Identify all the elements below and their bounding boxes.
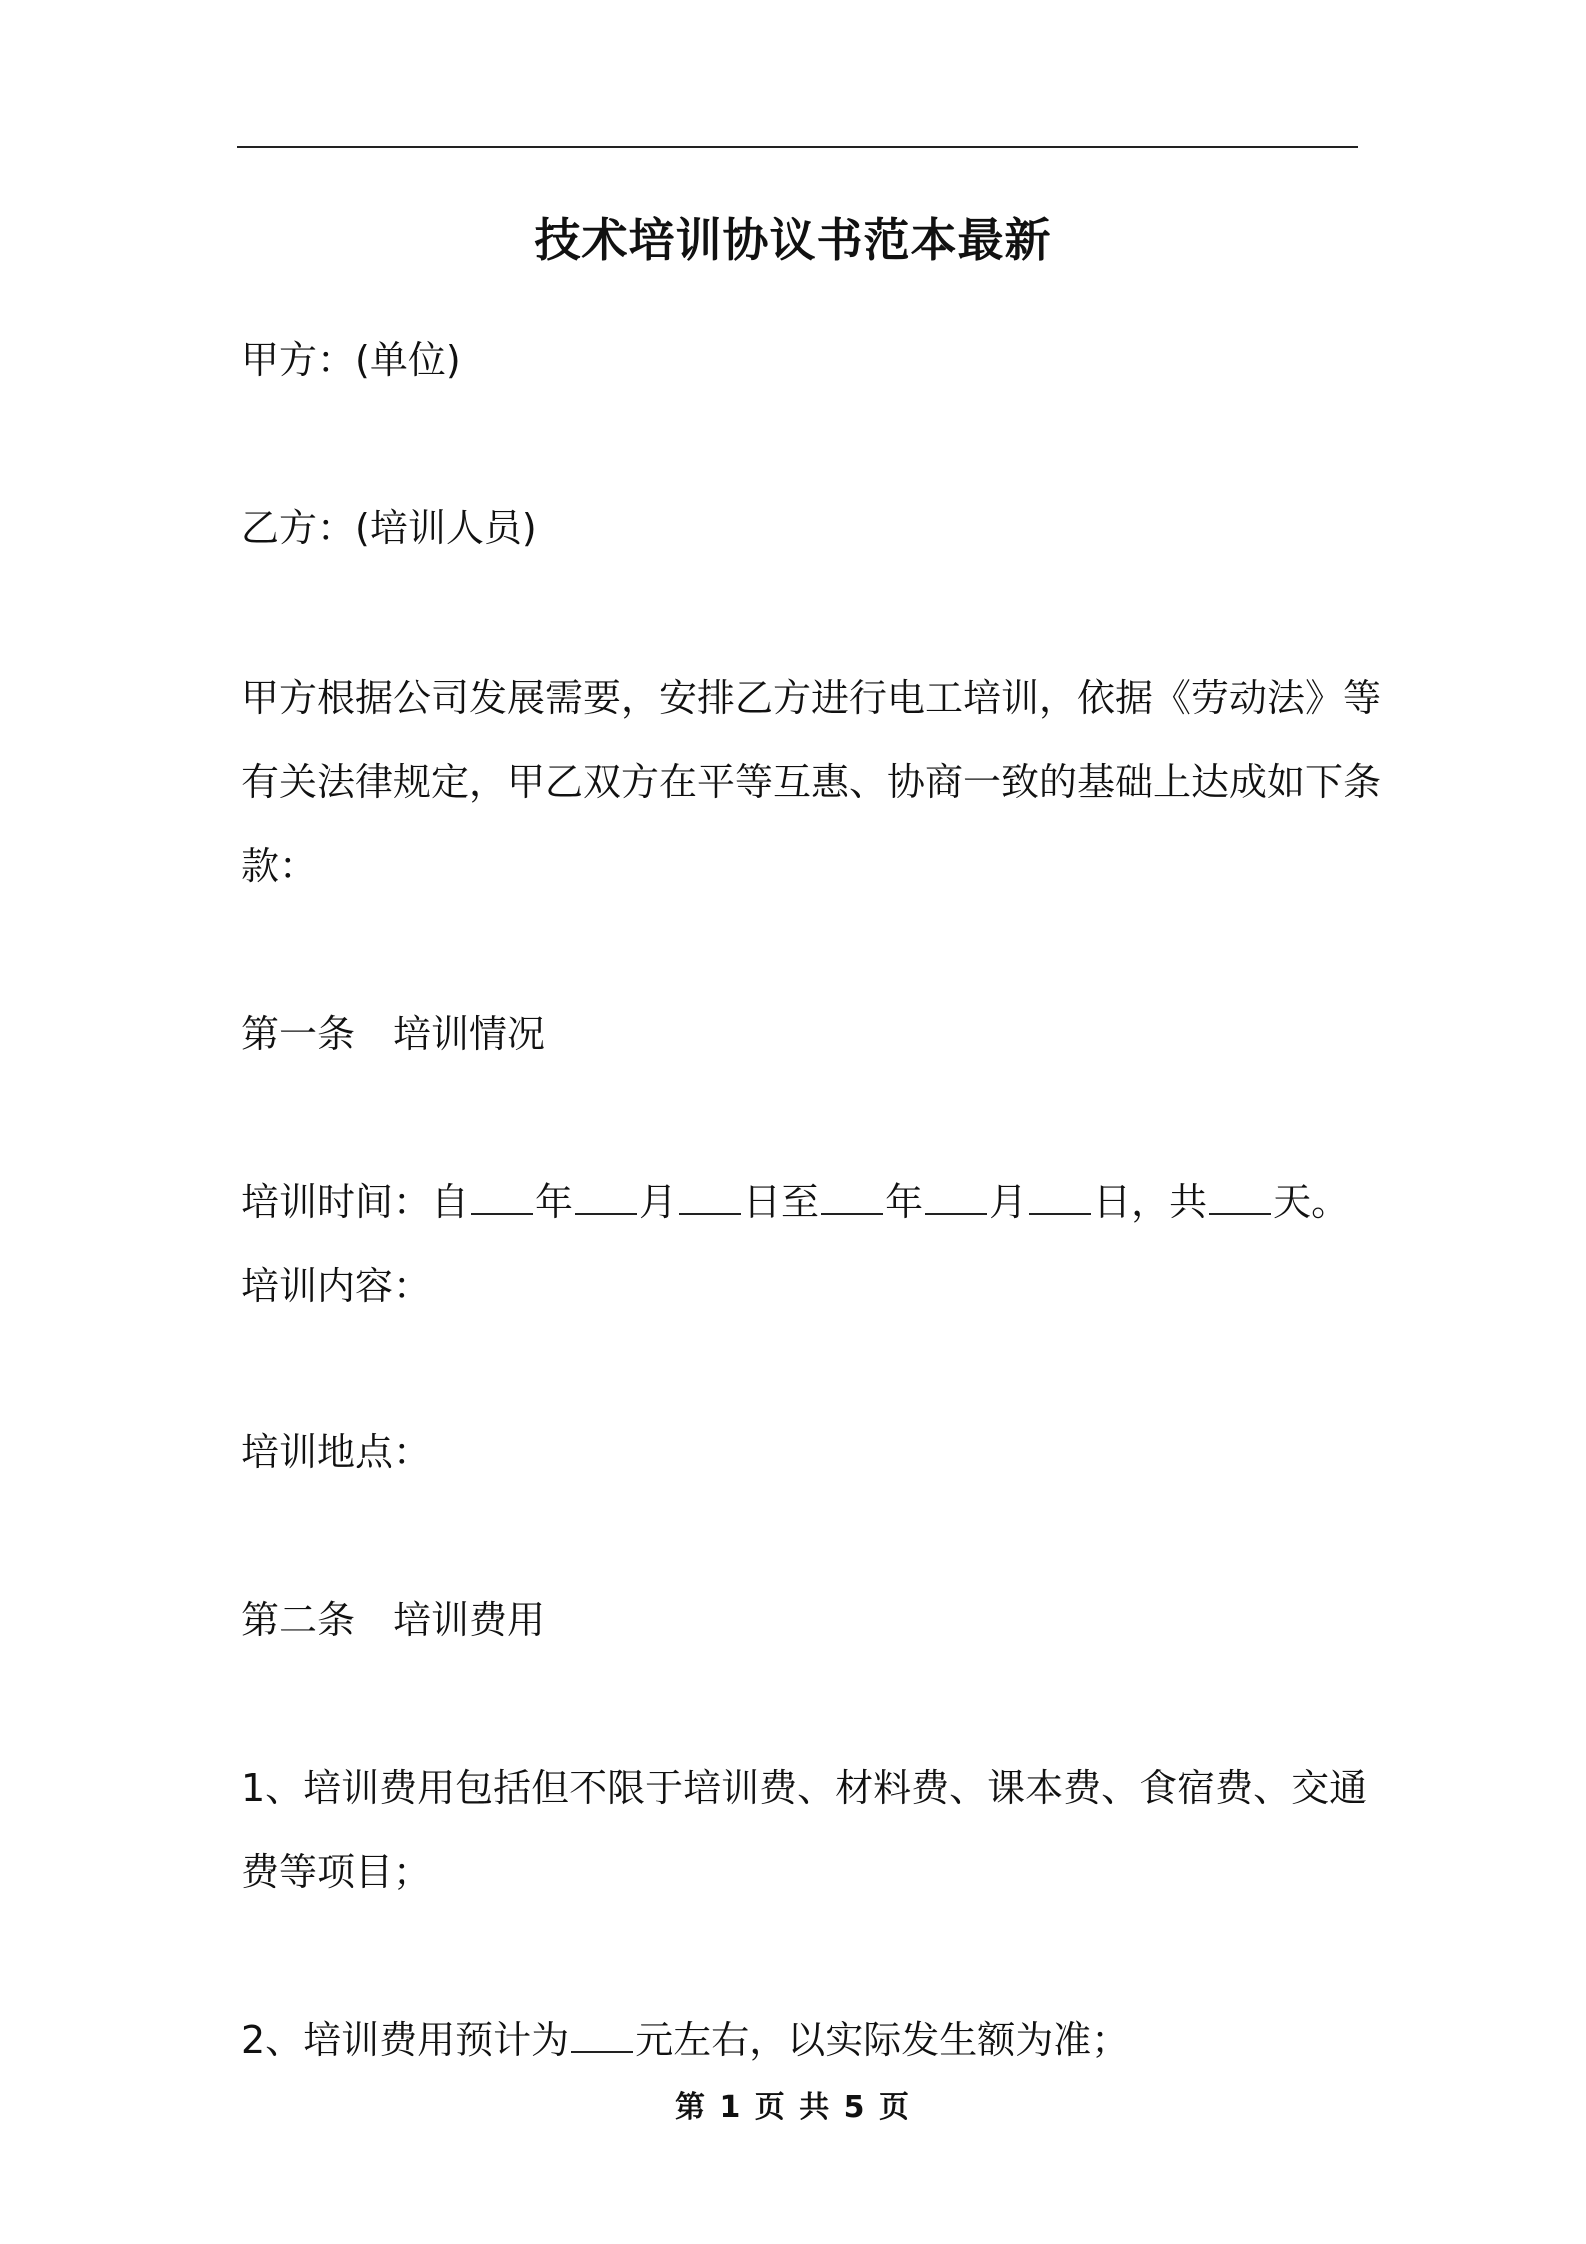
training-time-segment: 天。	[1273, 1180, 1350, 1224]
item-1-line-2: 费等项目；	[241, 1850, 432, 1894]
intro-line-1: 甲方根据公司发展需要，安排乙方进行电工培训，依据《劳动法》等	[241, 676, 1382, 720]
document-title: 技术培训协议书范本最新	[534, 213, 1052, 267]
training-content-line: 培训内容：	[241, 1264, 432, 1308]
fill-blank	[571, 2015, 633, 2053]
header-rule	[237, 146, 1358, 148]
item-2-suffix: 元左右，以实际发生额为准；	[635, 2018, 1130, 2062]
training-time-segment: 年	[535, 1180, 574, 1224]
intro-line-2: 有关法律规定，甲乙双方在平等互惠、协商一致的基础上达成如下条	[241, 760, 1382, 804]
article-2-heading: 第二条 培训费用	[241, 1598, 546, 1642]
fill-blank	[471, 1177, 533, 1215]
party-a-line: 甲方：(单位)	[241, 338, 461, 382]
training-location-line: 培训地点：	[241, 1430, 432, 1474]
training-time-line	[241, 1172, 1361, 1232]
item-2-prefix: 2、培训费用预计为	[241, 2018, 570, 2062]
item-2-line	[241, 2010, 1361, 2070]
training-time-segment: 月	[639, 1180, 678, 1224]
training-time-label: 培训时间：自	[241, 1180, 470, 1224]
training-time-segment: 日，共	[1093, 1180, 1208, 1224]
item-1-line-1: 1、培训费用包括但不限于培训费、材料费、课本费、食宿费、交通	[241, 1766, 1368, 1810]
fill-blank	[925, 1177, 987, 1215]
intro-line-3: 款：	[241, 844, 318, 888]
fill-blank	[1029, 1177, 1091, 1215]
fill-blank	[679, 1177, 741, 1215]
training-time-segment: 年	[885, 1180, 924, 1224]
page-indicator: 第 1 页 共 5 页	[675, 2090, 911, 2125]
training-time-segment: 日至	[743, 1180, 820, 1224]
training-time-segment: 月	[989, 1180, 1028, 1224]
article-1-heading: 第一条 培训情况	[241, 1012, 546, 1056]
party-b-line: 乙方：(培训人员)	[241, 506, 537, 550]
fill-blank	[1209, 1177, 1271, 1215]
fill-blank	[821, 1177, 883, 1215]
fill-blank	[575, 1177, 637, 1215]
